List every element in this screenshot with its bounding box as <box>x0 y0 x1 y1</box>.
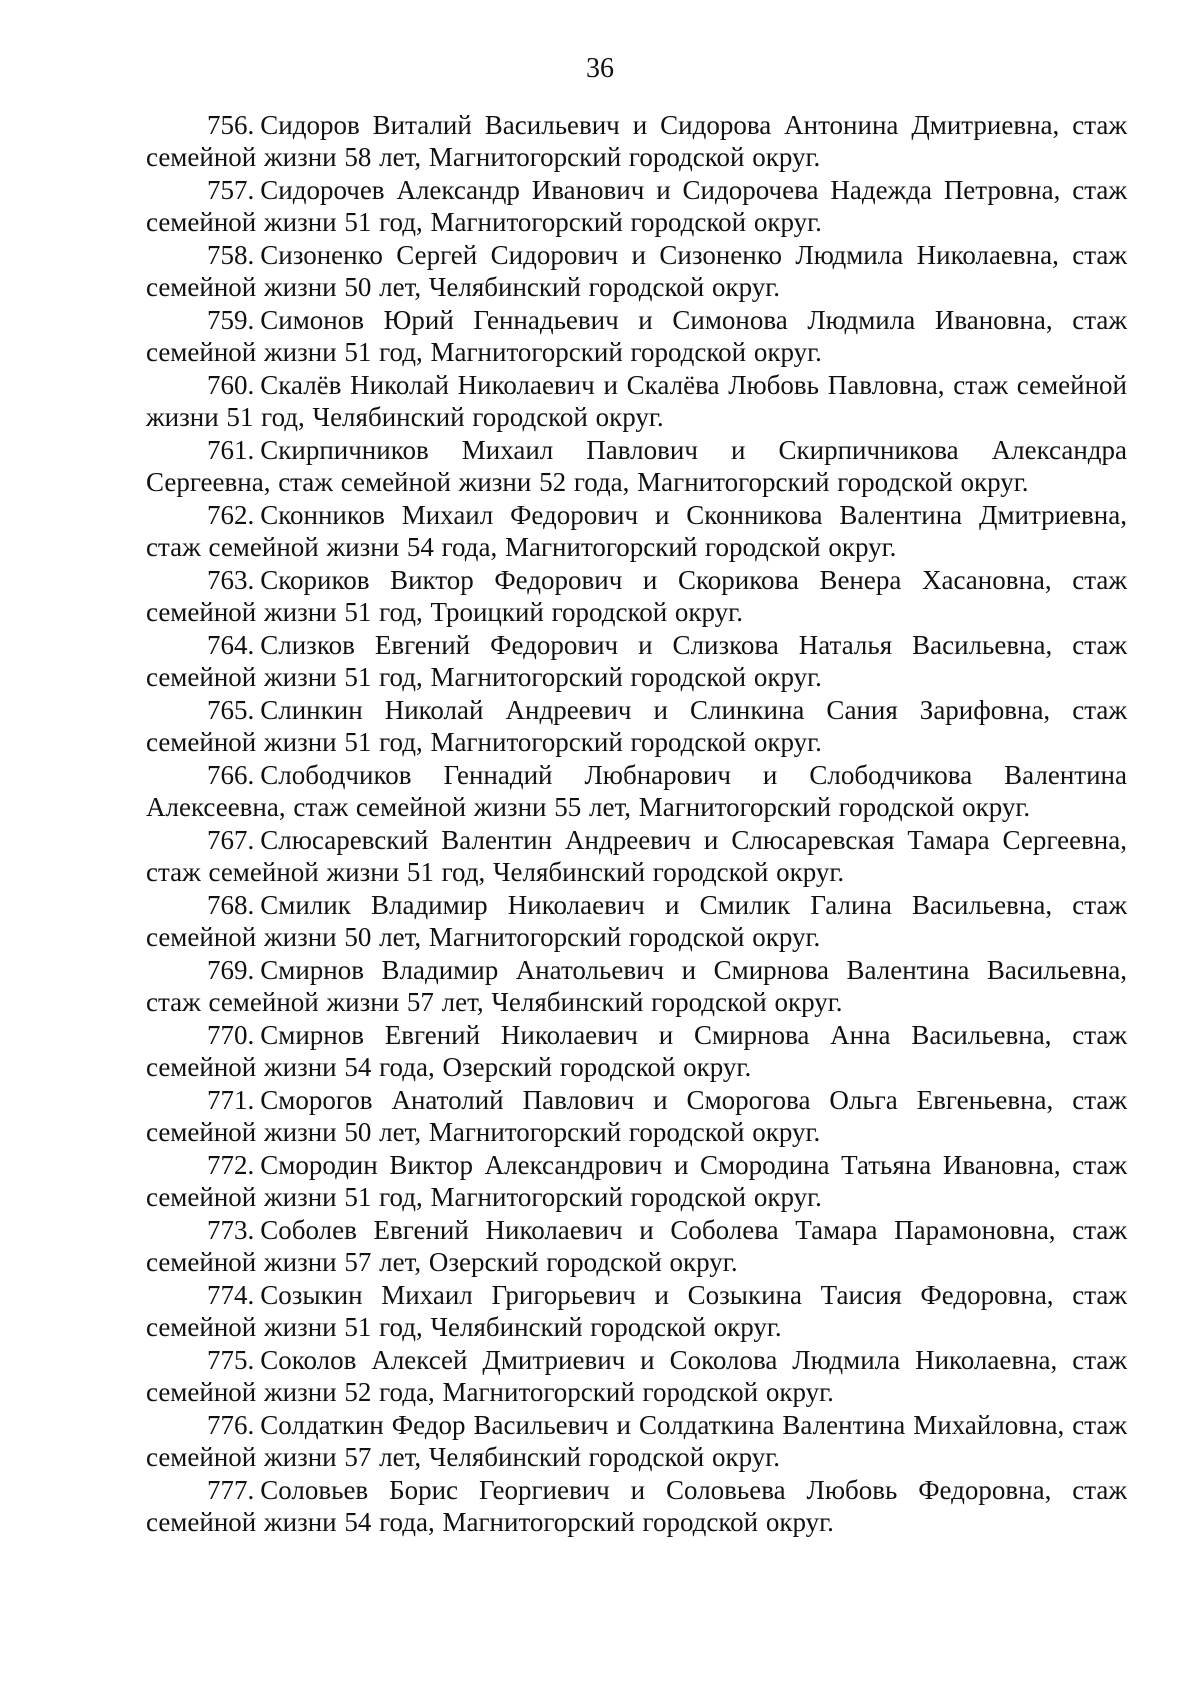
entry-text: Сизоненко Сергей Сидорович и Сизоненко Людмила Николаевна, стаж семейной жизни 50 лет, Челябинский городской округ. <box>146 240 1127 302</box>
entry-number: 773. <box>207 1215 255 1245</box>
entry-number: 776. <box>207 1410 255 1440</box>
entry-text: Солдаткин Федор Васильевич и Солдаткина Валентина Михайловна, стаж семейной жизни 57 лет, Челябинский городской округ. <box>146 1410 1127 1472</box>
entry-text: Симонов Юрий Геннадьевич и Симонова Людмила Ивановна, стаж семейной жизни 51 год, Магнитогорский городской округ. <box>146 305 1127 367</box>
entry-text: Соловьев Борис Георгиевич и Соловьева Любовь Федоровна, стаж семейной жизни 54 года, Магнитогорский городской округ. <box>146 1475 1127 1537</box>
entry-text: Смородин Виктор Александрович и Смородина Татьяна Ивановна, стаж семейной жизни 51 год, Магнитогорский городской округ. <box>146 1150 1127 1212</box>
entry-number: 767. <box>207 825 255 855</box>
entry-number: 760. <box>207 370 255 400</box>
list-item <box>146 1150 1127 1213</box>
entry-number: 762. <box>207 500 255 530</box>
entry-text: Слинкин Николай Андреевич и Слинкина Сания Зарифовна, стаж семейной жизни 51 год, Магнитогорский городской округ. <box>146 695 1127 757</box>
list-item <box>146 630 1127 693</box>
entry-number: 775. <box>207 1345 255 1375</box>
entry-number: 764. <box>207 630 255 660</box>
entry-number: 774. <box>207 1280 255 1310</box>
entry-text: Скалёв Николай Николаевич и Скалёва Любовь Павловна, стаж семейной жизни 51 год, Челябинский городской округ. <box>146 370 1127 432</box>
entry-number: 759. <box>207 305 255 335</box>
list-item <box>146 110 1127 173</box>
entry-number: 768. <box>207 890 255 920</box>
list-item <box>146 760 1127 823</box>
list-item <box>146 1280 1127 1343</box>
entry-number: 771. <box>207 1085 255 1115</box>
entry-text: Слободчиков Геннадий Любнарович и Слободчикова Валентина Алексеевна, стаж семейной жизни 55 лет, Магнитогорский городской округ. <box>146 760 1127 822</box>
list-item <box>146 1410 1127 1473</box>
entry-number: 766. <box>207 760 255 790</box>
list-item <box>146 825 1127 888</box>
entry-number: 758. <box>207 240 255 270</box>
entry-text: Соколов Алексей Дмитриевич и Соколова Людмила Николаевна, стаж семейной жизни 52 года, Магнитогорский городской округ. <box>146 1345 1127 1407</box>
list-item <box>146 955 1127 1018</box>
entry-number: 777. <box>207 1475 255 1505</box>
entry-text: Слюсаревский Валентин Андреевич и Слюсаревская Тамара Сергеевна, стаж семейной жизни 51 год, Челябинский городской округ. <box>146 825 1127 887</box>
entry-number: 761. <box>207 435 255 465</box>
entry-text: Сидорочев Александр Иванович и Сидорочева Надежда Петровна, стаж семейной жизни 51 год, Магнитогорский городской округ. <box>146 175 1127 237</box>
list-item <box>146 1475 1127 1538</box>
list-item <box>146 1020 1127 1083</box>
entry-text: Сконников Михаил Федорович и Сконникова Валентина Дмитриевна, стаж семейной жизни 54 года, Магнитогорский городской округ. <box>146 500 1127 562</box>
list-item <box>146 695 1127 758</box>
entry-text: Смирнов Евгений Николаевич и Смирнова Анна Васильевна, стаж семейной жизни 54 года, Озерский городской округ. <box>146 1020 1127 1082</box>
entry-list <box>146 110 1127 1540</box>
entry-text: Слизков Евгений Федорович и Слизкова Наталья Васильевна, стаж семейной жизни 51 год, Магнитогорский городской округ. <box>146 630 1127 692</box>
list-item <box>146 305 1127 368</box>
entry-number: 763. <box>207 565 255 595</box>
entry-text: Соболев Евгений Николаевич и Соболева Тамара Парамоновна, стаж семейной жизни 57 лет, Озерский городской округ. <box>146 1215 1127 1277</box>
list-item <box>146 435 1127 498</box>
list-item <box>146 1215 1127 1278</box>
entry-number: 770. <box>207 1020 255 1050</box>
entry-number: 756. <box>207 110 255 140</box>
entry-number: 757. <box>207 175 255 205</box>
entry-text: Смирнов Владимир Анатольевич и Смирнова Валентина Васильевна, стаж семейной жизни 57 лет, Челябинский городской округ. <box>146 955 1127 1017</box>
list-item <box>146 890 1127 953</box>
list-item <box>146 175 1127 238</box>
list-item <box>146 500 1127 563</box>
entry-text: Смилик Владимир Николаевич и Смилик Галина Васильевна, стаж семейной жизни 50 лет, Магнитогорский городской округ. <box>146 890 1127 952</box>
entry-number: 765. <box>207 695 255 725</box>
list-item <box>146 240 1127 303</box>
list-item <box>146 370 1127 433</box>
entry-text: Созыкин Михаил Григорьевич и Созыкина Таисия Федоровна, стаж семейной жизни 51 год, Челябинский городской округ. <box>146 1280 1127 1342</box>
entry-text: Скориков Виктор Федорович и Скорикова Венера Хасановна, стаж семейной жизни 51 год, Троицкий городской округ. <box>146 565 1127 627</box>
entry-number: 772. <box>207 1150 255 1180</box>
entry-text: Сморогов Анатолий Павлович и Сморогова Ольга Евгеньевна, стаж семейной жизни 50 лет, Магнитогорский городской округ. <box>146 1085 1127 1147</box>
entry-number: 769. <box>207 955 255 985</box>
entry-text: Скирпичников Михаил Павлович и Скирпичникова Александра Сергеевна, стаж семейной жизни 52 года, Магнитогорский городской округ. <box>146 435 1127 497</box>
list-item <box>146 1085 1127 1148</box>
page-number: 36 <box>586 53 614 84</box>
list-item <box>146 565 1127 628</box>
entry-text: Сидоров Виталий Васильевич и Сидорова Антонина Дмитриевна, стаж семейной жизни 58 лет, Магнитогорский городской округ. <box>146 110 1127 172</box>
list-item <box>146 1345 1127 1408</box>
